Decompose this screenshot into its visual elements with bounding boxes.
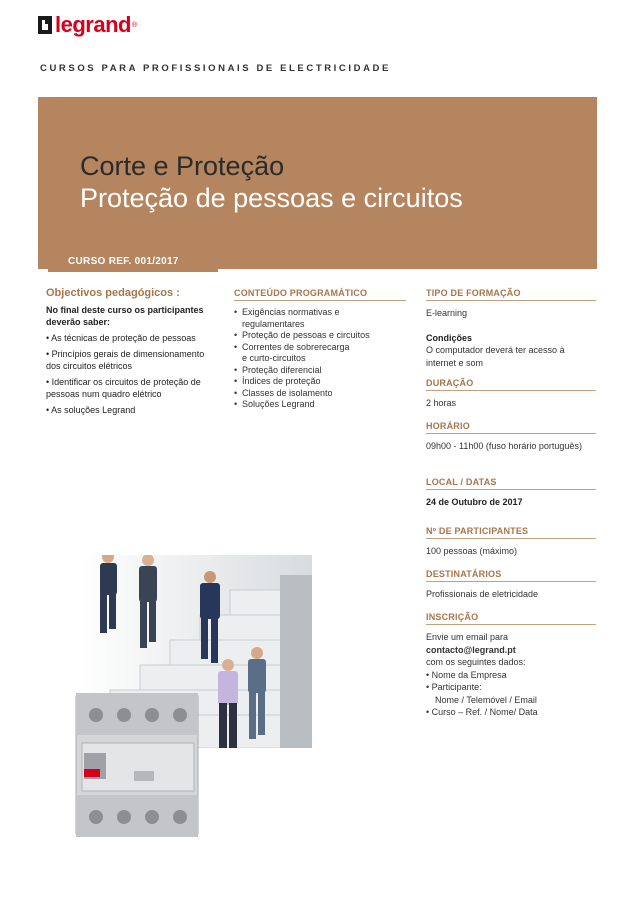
program-item-text: Soluções Legrand bbox=[242, 399, 315, 409]
program-item: • Correntes de sobrerecarga e curto-circuitos bbox=[234, 341, 350, 363]
page-tagline: CURSOS PARA PROFISSIONAIS DE ELECTRICIDADE bbox=[40, 63, 391, 74]
duration-value: 2 horas bbox=[426, 398, 457, 408]
course-title: Corte e Proteção bbox=[80, 151, 285, 181]
objectives-section bbox=[46, 287, 221, 420]
participants-value: 100 pessoas (máximo) bbox=[426, 546, 518, 556]
location-title: LOCAL / DATAS bbox=[426, 477, 596, 490]
registration-item: • Nome da Empresa bbox=[426, 669, 507, 680]
schedule-section bbox=[426, 421, 596, 453]
location-section bbox=[426, 477, 596, 509]
title-banner bbox=[38, 97, 597, 269]
registration-section bbox=[426, 612, 596, 719]
participants-section bbox=[426, 526, 596, 558]
program-item-text: Proteção de pessoas e circuitos bbox=[242, 330, 370, 340]
program-item-text: Correntes de sobrerecarga bbox=[242, 341, 350, 352]
program-item: • Proteção de pessoas e circuitos bbox=[234, 330, 370, 340]
program-item-text: Proteção diferencial bbox=[242, 364, 322, 375]
course-reference-tab: CURSO REF. 001/2017 bbox=[48, 252, 218, 272]
audience-value: Profissionais de eletricidade bbox=[426, 589, 539, 599]
test-button bbox=[134, 771, 154, 781]
registration-title: INSCRIÇÃO bbox=[426, 612, 596, 625]
conditions-label: Condições bbox=[426, 332, 473, 343]
program-item-text: Classes de isolamento bbox=[242, 387, 333, 398]
objective-item: • Identificar os circuitos de proteção de pessoas num quadro elétrico bbox=[46, 377, 201, 399]
audience-section bbox=[426, 569, 596, 601]
location-date: 24 de Outubro de 2017 bbox=[426, 497, 523, 507]
program-section bbox=[234, 288, 406, 411]
training-type-section bbox=[426, 288, 596, 369]
registration-item: Nome / Telemóvel / Email bbox=[435, 694, 537, 705]
conditions-text: O computador deverá ter acesso à internet e som bbox=[426, 345, 565, 368]
program-item: • Soluções Legrand bbox=[234, 399, 315, 409]
registration-line: com os seguintes dados: bbox=[426, 657, 526, 667]
course-subtitle: Proteção de pessoas e circuitos bbox=[80, 183, 463, 213]
wall-shape bbox=[280, 575, 312, 748]
circuit-breaker-device-image bbox=[74, 693, 200, 837]
program-item-text: e curto-circuitos bbox=[242, 353, 306, 363]
registration-item: • Participante: bbox=[426, 682, 482, 692]
logo-registered: ® bbox=[131, 21, 138, 29]
schedule-title: HORÁRIO bbox=[426, 421, 596, 434]
training-type-value: E-learning bbox=[426, 308, 468, 318]
training-type-title: TIPO DE FORMAÇÃO bbox=[426, 288, 596, 301]
logo-wordmark: legrand bbox=[55, 12, 131, 37]
program-item: • Exigências normativas e regulamentares bbox=[234, 307, 340, 329]
duration-section bbox=[426, 378, 596, 410]
logo-mark-icon bbox=[38, 16, 52, 34]
program-item: • Proteção diferencial bbox=[234, 364, 322, 375]
red-indicator bbox=[84, 769, 100, 777]
registration-line: Envie um email para bbox=[426, 632, 509, 642]
program-item: • Classes de isolamento bbox=[234, 387, 333, 398]
objective-item: • As soluções Legrand bbox=[46, 405, 136, 415]
objective-item: • As técnicas de proteção de pessoas bbox=[46, 333, 196, 343]
program-list bbox=[234, 307, 406, 411]
brand-logo bbox=[38, 12, 138, 37]
objectives-intro: No final deste curso os participantes deverão saber: bbox=[46, 305, 204, 327]
duration-title: DURAÇÃO bbox=[426, 378, 596, 391]
program-item: • Índices de proteção bbox=[234, 376, 321, 386]
objective-item: • Princípios gerais de dimensionamento dos circuitos elétricos bbox=[46, 349, 205, 371]
program-item-text: regulamentares bbox=[242, 318, 305, 329]
program-item-text: Exigências normativas e bbox=[242, 307, 340, 317]
registration-email-link[interactable]: contacto@legrand.pt bbox=[426, 644, 516, 655]
registration-item: • Curso – Ref. / Nome/ Data bbox=[426, 707, 538, 717]
participants-title: Nº DE PARTICIPANTES bbox=[426, 526, 596, 539]
program-title: CONTEÚDO PROGRAMÁTICO bbox=[234, 288, 406, 301]
schedule-value: 09h00 - 11h00 (fuso horário português) bbox=[426, 441, 582, 451]
audience-title: DESTINATÁRIOS bbox=[426, 569, 596, 582]
program-item-text: Índices de proteção bbox=[242, 376, 321, 386]
objectives-title: Objectivos pedagógicos : bbox=[46, 287, 180, 299]
